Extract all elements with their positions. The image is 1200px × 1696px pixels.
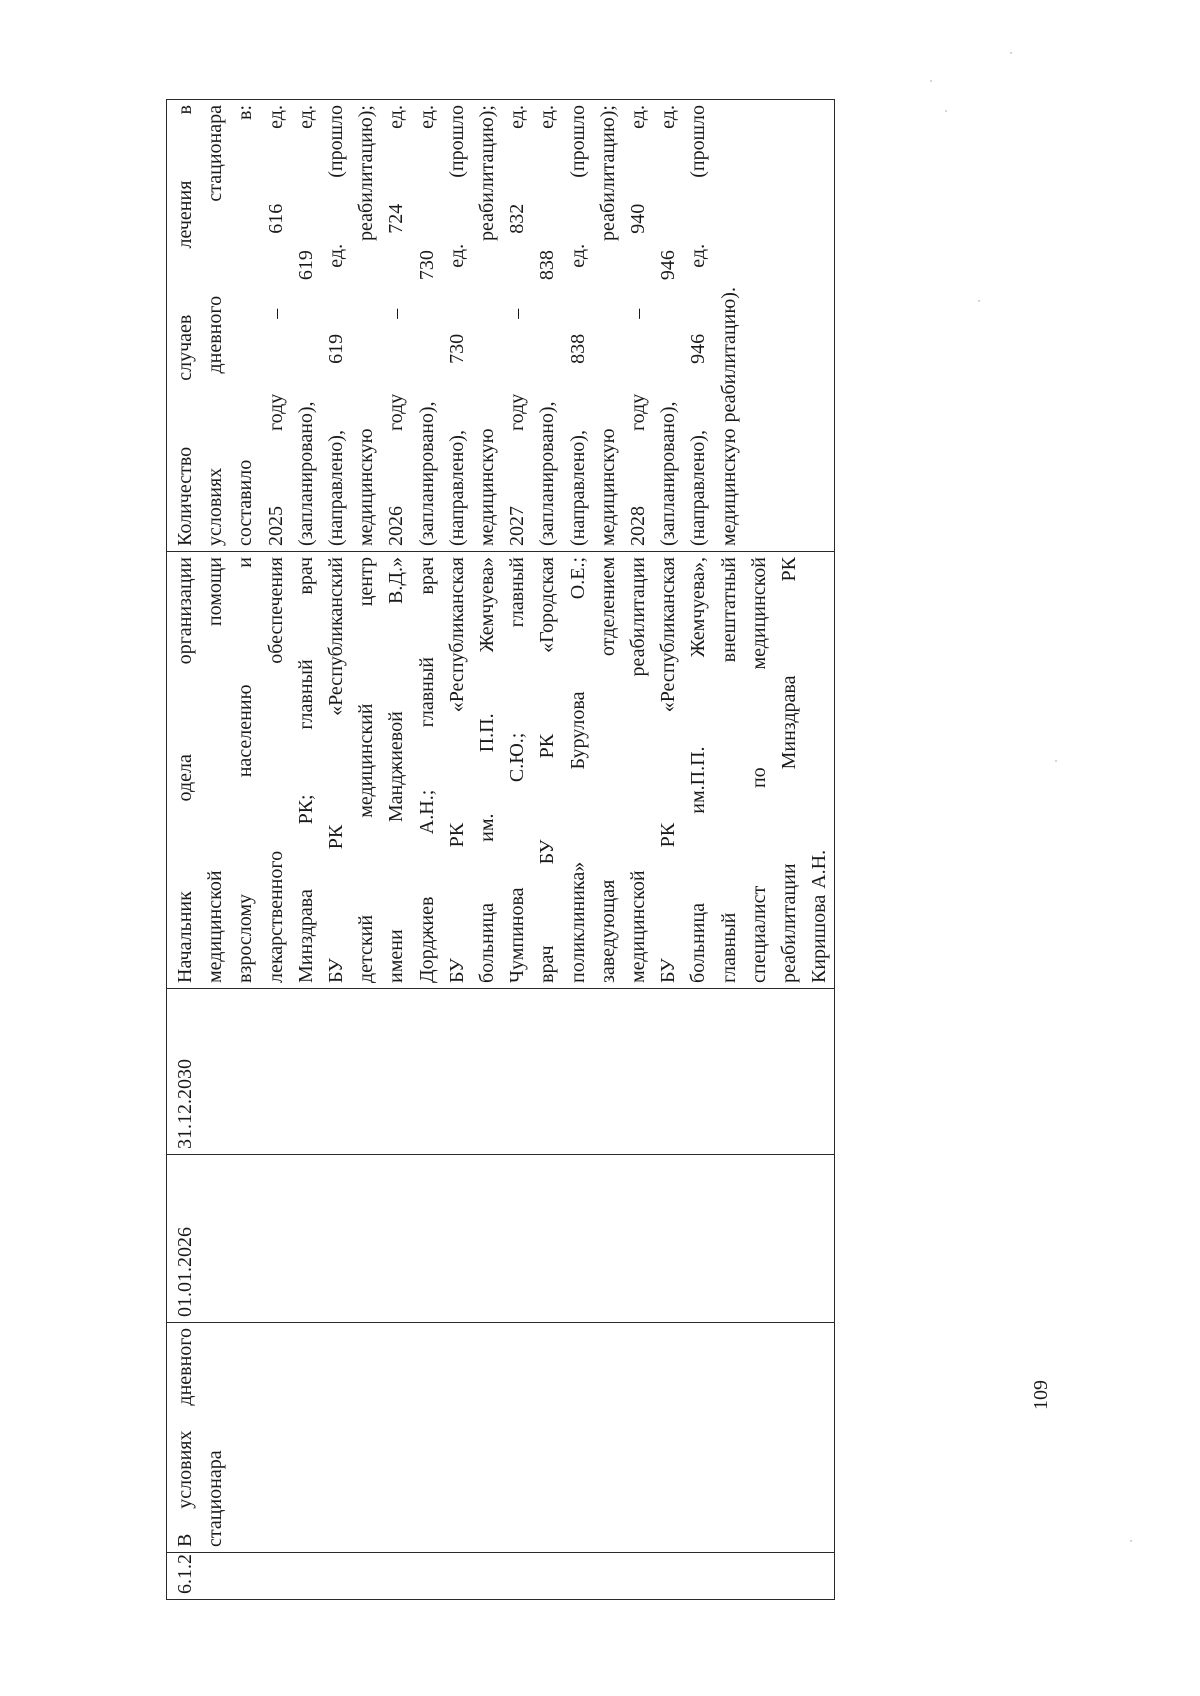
responsible-line [563, 557, 593, 983]
word: 2026 [385, 506, 408, 546]
scan-speck [1010, 52, 1012, 54]
responsible-persons [170, 557, 834, 983]
word: 2025 [264, 506, 287, 546]
word: БУ [536, 839, 559, 865]
word: П.П. [476, 713, 499, 753]
word: РК [657, 822, 680, 848]
word: 619 [294, 250, 317, 281]
word: ед. [687, 243, 710, 268]
row-number: 6.1.2 [174, 1554, 196, 1594]
word: врач [536, 945, 559, 983]
word: «Республиканская [445, 557, 468, 713]
word: главный [415, 656, 438, 728]
responsible-line [261, 557, 291, 983]
word: Дорджиев [415, 896, 438, 983]
word: главный [506, 557, 529, 628]
word: медицинской [627, 870, 650, 983]
responsible-line [351, 557, 381, 983]
result-line [321, 105, 351, 546]
word: (направлено), [687, 430, 710, 546]
result-line [351, 105, 381, 546]
word: году [506, 393, 529, 432]
word: БУ [445, 958, 468, 983]
end-date-cell [167, 989, 835, 1155]
word: медицинский [355, 703, 378, 818]
responsible-line [623, 557, 653, 983]
word: больница [476, 903, 499, 983]
word: организации [174, 557, 196, 665]
word: реабилитацию); [476, 105, 499, 241]
word: одела [174, 754, 196, 802]
word: РК [536, 733, 559, 759]
row-name-line [170, 1328, 200, 1547]
responsible-line [714, 557, 744, 983]
word: дневного [174, 1328, 196, 1406]
word: ед. [445, 243, 468, 268]
word: больница [687, 903, 710, 983]
end-date: 31.12.2030 [174, 1059, 196, 1149]
scan-speck [1055, 760, 1057, 762]
word: (запланировано), [294, 401, 317, 546]
word: врач [294, 557, 317, 595]
word: дневного [204, 295, 227, 374]
word: внештатный [717, 557, 740, 663]
word: и [234, 557, 257, 568]
word: отделением [596, 557, 619, 657]
row-number-cell [167, 1553, 835, 1600]
responsible-line [472, 557, 502, 983]
word: ед. [415, 105, 438, 129]
word: ед. [264, 105, 287, 129]
responsible-line [653, 557, 683, 983]
word: году [385, 393, 408, 432]
scan-speck [930, 80, 932, 82]
word: Жемчуева», [687, 557, 710, 658]
word: 616 [264, 203, 287, 234]
plan-table [166, 99, 835, 1600]
word: О.Е.; [566, 557, 589, 600]
expected-result [170, 105, 744, 546]
result-line [683, 105, 713, 546]
word: (прошло [445, 105, 468, 178]
responsible-line [593, 557, 623, 983]
word: году [627, 393, 650, 432]
word: Минздрава [778, 675, 801, 770]
result-line [532, 105, 562, 546]
word: «Республиканская [657, 557, 680, 713]
responsible-cell [167, 552, 835, 989]
word: (прошло [325, 105, 348, 178]
responsible-line [442, 557, 472, 983]
word: медицинскую [476, 428, 499, 546]
word: в: [234, 105, 257, 120]
word: лечения [174, 180, 196, 249]
scan-speck [978, 300, 980, 302]
result-line [170, 105, 200, 546]
word: главный [294, 659, 317, 730]
word: (направлено), [325, 430, 348, 546]
word: врач [415, 557, 438, 595]
result-line [291, 105, 321, 546]
responsible-line [200, 557, 230, 983]
word: БУ [657, 958, 680, 983]
word: (прошло [687, 105, 710, 178]
responsible-line [230, 557, 260, 983]
word: (запланировано), [536, 401, 559, 546]
word: 724 [385, 203, 408, 234]
word: – [385, 308, 408, 319]
word: – [627, 308, 650, 319]
word: 2027 [506, 506, 529, 546]
word: 946 [687, 333, 710, 364]
word: 619 [325, 333, 348, 364]
row-name [170, 1328, 230, 1547]
responsible-line [502, 557, 532, 983]
word: медицинской [747, 557, 770, 670]
word: обеспечения [264, 557, 287, 664]
word: 2028 [627, 506, 650, 546]
word: взрослому [234, 894, 257, 983]
result-line [563, 105, 593, 546]
word: Начальник [174, 891, 196, 983]
word: В.Д.» [385, 557, 408, 604]
page-number: 109 [1030, 1380, 1052, 1410]
word: В [174, 1533, 196, 1547]
word: условиях [204, 467, 227, 546]
word: 946 [657, 250, 680, 281]
word: (запланировано), [657, 401, 680, 546]
word: Жемчуева» [476, 557, 499, 653]
word: А.Н.; [415, 789, 438, 835]
word: заведующая [596, 879, 619, 983]
word: 730 [445, 333, 468, 364]
word: им. [476, 813, 499, 842]
word: имени [385, 929, 408, 983]
word: им.П.П. [687, 746, 710, 814]
start-date-cell [167, 1155, 835, 1323]
word: РК [325, 824, 348, 850]
row-name-line: стационара [204, 1450, 227, 1547]
result-line [593, 105, 623, 546]
word: Бурулова [566, 691, 589, 770]
word: Чумпинова [506, 887, 529, 983]
word: условиях [174, 1430, 196, 1509]
responsible-line [381, 557, 411, 983]
scan-speck [1130, 1540, 1132, 1542]
word: «Республиканский [325, 557, 348, 716]
responsible-line [774, 557, 804, 983]
word: ед. [627, 105, 650, 129]
word: Количество [174, 446, 196, 546]
word: детский [355, 914, 378, 983]
word: ед. [385, 105, 408, 129]
word: реабилитации [627, 557, 650, 677]
word: медицинскую [355, 428, 378, 546]
result-line [472, 105, 502, 546]
word: ед. [657, 105, 680, 129]
responsible-line: Киришова А.Н. [808, 849, 831, 983]
word: 940 [627, 203, 650, 234]
word: 832 [506, 203, 529, 234]
word: специалист [747, 885, 770, 983]
result-line [502, 105, 532, 546]
word: центр [355, 557, 378, 607]
word: ед. [506, 105, 529, 129]
word: Манджиевой [385, 711, 408, 823]
word: населению [234, 684, 257, 778]
responsible-line [744, 557, 774, 983]
word: помощи [204, 557, 227, 627]
word: Минздрава [294, 889, 317, 983]
word: ед. [325, 243, 348, 268]
word: С.Ю.; [506, 732, 529, 783]
responsible-line [170, 557, 200, 983]
result-line [230, 105, 260, 546]
word: (направлено), [445, 430, 468, 546]
word: БУ [325, 958, 348, 983]
responsible-line [532, 557, 562, 983]
word: – [506, 308, 529, 319]
word: РК; [294, 794, 317, 825]
word: ед. [566, 243, 589, 268]
result-line [200, 105, 230, 546]
result-line [653, 105, 683, 546]
responsible-line [321, 557, 351, 983]
result-line [412, 105, 442, 546]
word: реабилитации [778, 863, 801, 983]
result-cell [167, 100, 835, 552]
word: – [264, 308, 287, 319]
word: (прошло [566, 105, 589, 178]
word: ед. [294, 105, 317, 129]
word: составило [234, 459, 257, 546]
table-row [167, 100, 835, 1600]
word: лекарственного [264, 850, 287, 983]
word: РК [778, 557, 801, 582]
word: случаев [174, 314, 196, 381]
responsible-line [683, 557, 713, 983]
responsible-line [291, 557, 321, 983]
result-line: медицинскую реабилитацию). [717, 287, 740, 546]
result-line [381, 105, 411, 546]
word: реабилитацию); [355, 105, 378, 241]
word: главный [717, 912, 740, 983]
word: в [174, 105, 196, 115]
word: 838 [566, 333, 589, 364]
result-line [442, 105, 472, 546]
responsible-line [412, 557, 442, 983]
word: году [264, 393, 287, 432]
word: по [747, 767, 770, 789]
result-line [623, 105, 653, 546]
start-date: 01.01.2026 [174, 1227, 196, 1317]
result-line [261, 105, 291, 546]
row-name-cell [167, 1323, 835, 1553]
scan-speck [945, 110, 947, 112]
word: 838 [536, 250, 559, 281]
word: поликлиника» [566, 861, 589, 983]
word: (направлено), [566, 430, 589, 546]
word: (запланировано), [415, 401, 438, 546]
word: стационара [204, 105, 227, 202]
word: ед. [536, 105, 559, 129]
word: 730 [415, 250, 438, 281]
word: медицинской [204, 870, 227, 983]
word: РК [445, 822, 468, 848]
rotated-page-content [166, 100, 831, 1600]
word: реабилитацию); [596, 105, 619, 241]
word: «Городская [536, 557, 559, 653]
word: медицинскую [596, 428, 619, 546]
